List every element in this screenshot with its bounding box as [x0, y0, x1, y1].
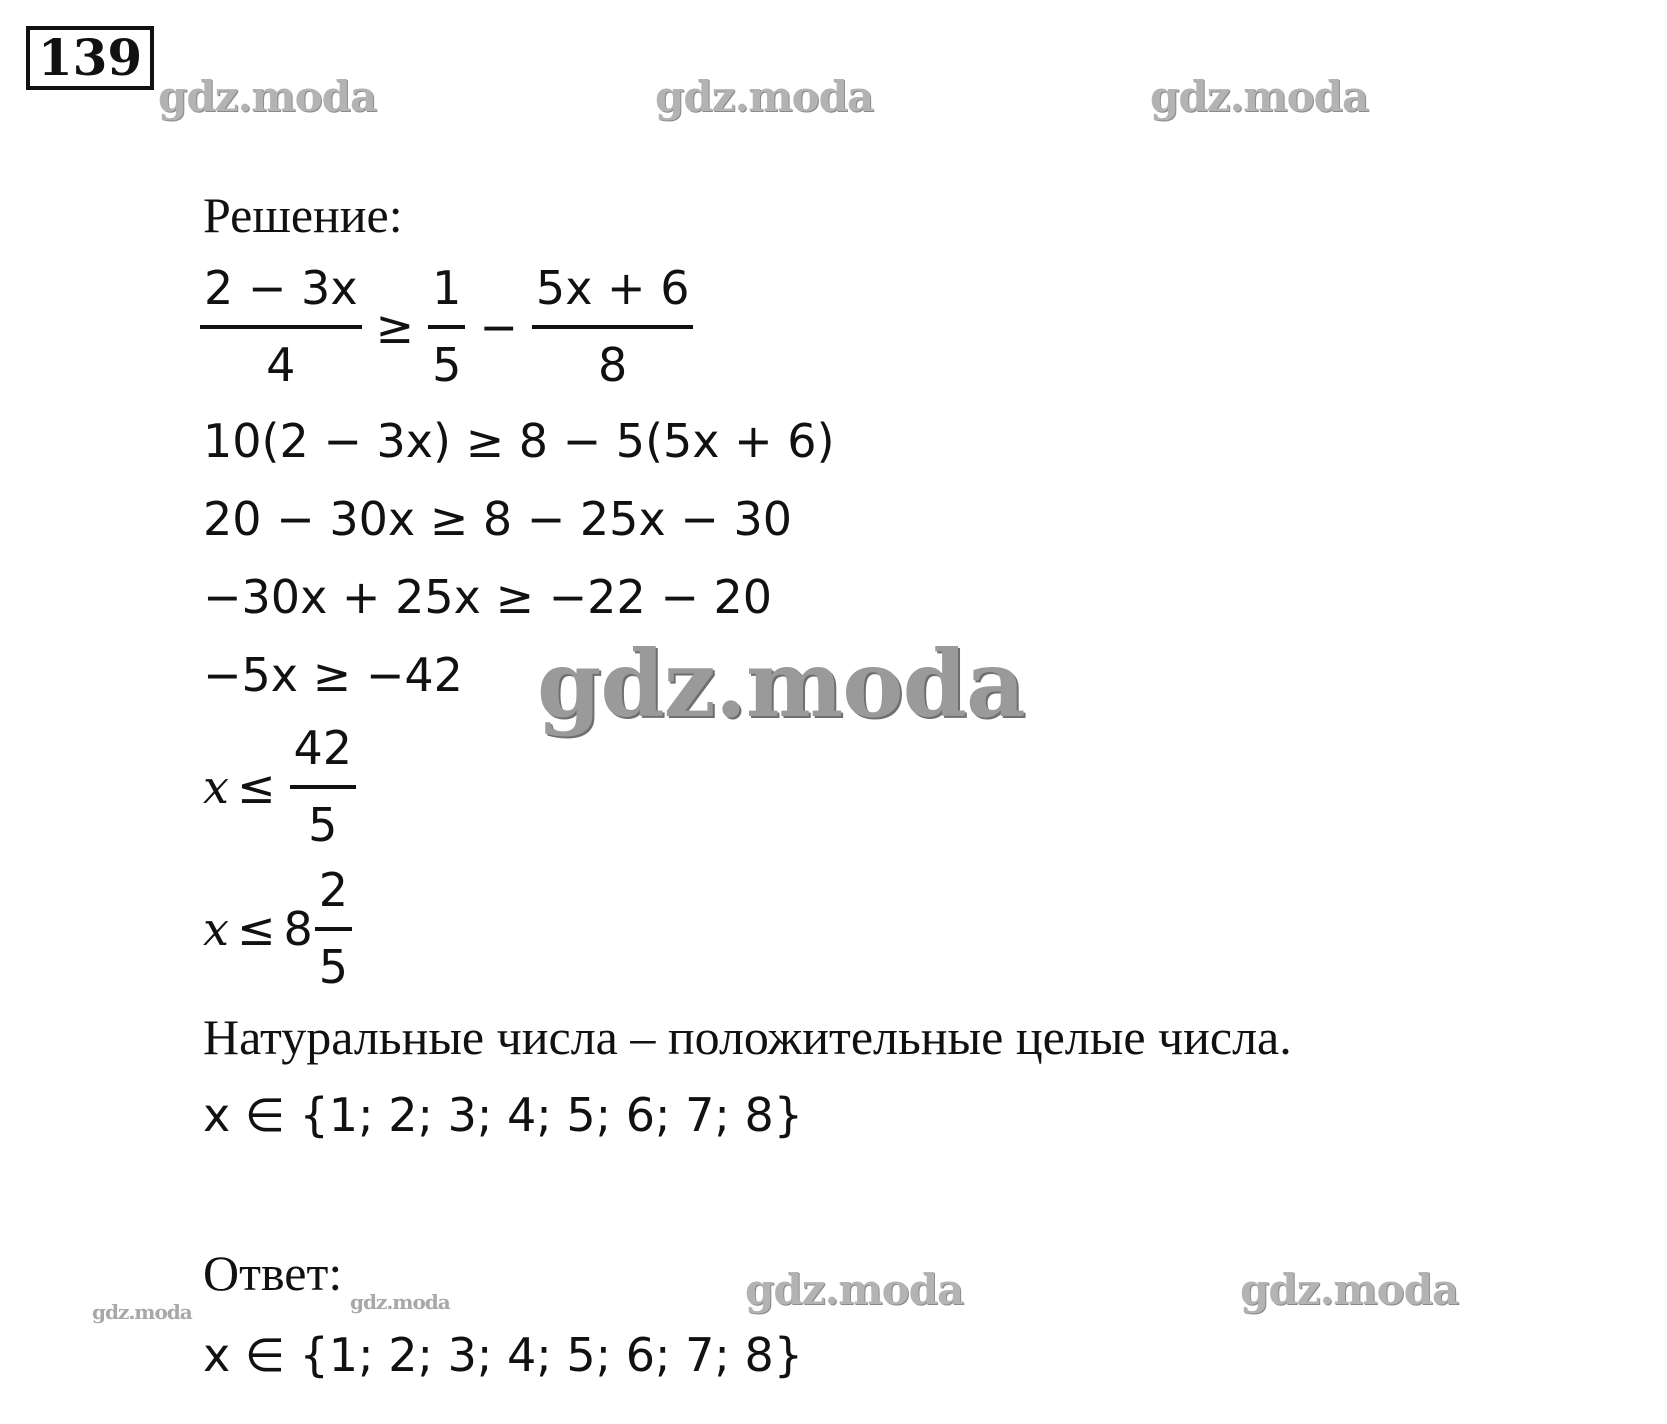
relation-symbol: ≥	[375, 299, 415, 354]
relation-symbol: ≤	[236, 759, 276, 814]
fraction-lhs-numerator: 2 − 3x	[204, 261, 358, 315]
fraction-middle	[428, 262, 465, 392]
fraction-middle-denominator: 5	[432, 337, 462, 392]
solution-set-line: x ∈ {1; 2; 3; 4; 5; 6; 7; 8}	[203, 1088, 804, 1142]
fraction-bar	[428, 325, 465, 329]
fraction-bar	[532, 325, 694, 329]
fraction-rhs	[532, 262, 694, 392]
watermark-top-3: gdz.moda	[1150, 72, 1369, 121]
answer-label: Ответ:	[203, 1245, 343, 1301]
fraction-denominator: 5	[318, 939, 349, 994]
fraction-middle-numerator: 1	[432, 261, 462, 315]
fraction-denominator: 5	[308, 797, 338, 852]
fraction-rhs-denominator: 8	[598, 337, 628, 392]
fraction-lhs	[200, 262, 362, 392]
variable-x: x	[203, 759, 229, 814]
fraction-bar	[200, 325, 362, 329]
fraction-42-5	[290, 722, 357, 852]
answer-set-line: x ∈ {1; 2; 3; 4; 5; 6; 7; 8}	[203, 1328, 804, 1382]
relation-symbol: ≤	[236, 901, 276, 956]
solution-label: Решение:	[203, 187, 403, 243]
watermark-bottom-1: gdz.moda	[745, 1265, 964, 1314]
fraction-rhs-numerator: 5x + 6	[535, 261, 690, 315]
fraction-bar	[290, 785, 357, 789]
watermark-bottom-2: gdz.moda	[1240, 1265, 1459, 1314]
fraction-2-5	[315, 864, 352, 994]
fraction-bar	[315, 927, 352, 931]
watermark-small-1: gdz.moda	[92, 1300, 192, 1324]
step-2-line: 10(2 − 3x) ≥ 8 − 5(5x + 6)	[203, 414, 835, 468]
watermark-small-2: gdz.moda	[350, 1290, 450, 1314]
watermark-top-1: gdz.moda	[158, 72, 377, 121]
fraction-lhs-denominator: 4	[266, 337, 296, 392]
step-5-line: −5x ≥ −42	[203, 648, 463, 702]
variable-x: x	[203, 901, 229, 956]
step-4-line: −30x + 25x ≥ −22 − 20	[203, 570, 773, 624]
watermark-top-2: gdz.moda	[655, 72, 874, 121]
fraction-numerator: 42	[293, 721, 353, 775]
fraction-numerator: 2	[318, 863, 349, 917]
mixed-whole: 8	[283, 901, 313, 956]
step-3-line: 20 − 30x ≥ 8 − 25x − 30	[203, 492, 792, 546]
watermark-center: gdz.moda	[537, 630, 1025, 738]
step-7-inequality	[203, 864, 358, 994]
natural-numbers-note: Натуральные числа – положительные целые числа.	[203, 1009, 1292, 1065]
step-1-inequality	[200, 262, 699, 392]
minus-symbol: −	[479, 299, 518, 354]
problem-number: 139	[26, 26, 154, 90]
step-6-inequality	[203, 722, 362, 852]
